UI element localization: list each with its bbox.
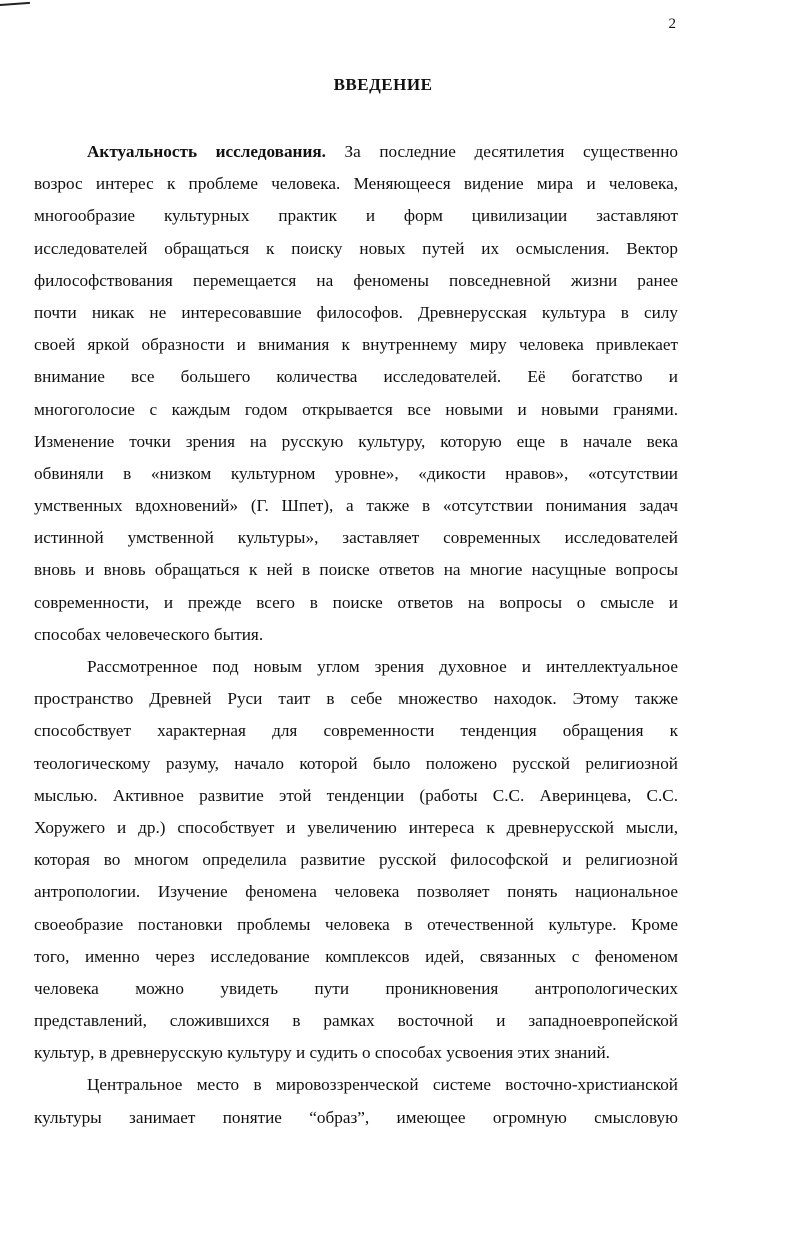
document-body xyxy=(34,136,678,1134)
paragraph-2-line: Хоружего и др.) способствует и увеличению интереса к древнерусской мысли, xyxy=(34,817,678,837)
paragraph-1-line-1-text: За последние десятилетия существенно xyxy=(325,142,679,161)
paragraph-lead: Актуальность исследования. xyxy=(87,142,326,161)
paragraph-1-line: своей яркой образности и внимания к внутреннему миру человека привлекает xyxy=(34,335,678,355)
paragraph-1-line-1 xyxy=(34,136,678,168)
paragraph-2-line: того, именно через исследование комплексов идей, связанных с феноменом xyxy=(34,946,678,966)
paragraph-2-line: культур, в древнерусскую культуру и судить о способах усвоения этих знаний. xyxy=(34,1043,610,1063)
paragraph-2-line: способствует характерная для современности тенденция обращения к xyxy=(34,721,678,741)
paragraph-1-line: философствования перемещается на феномены повседневной жизни ранее xyxy=(34,270,678,290)
page-number: 2 xyxy=(668,16,676,32)
paragraph-1-line: вновь и вновь обращаться к ней в поиске ответов на многие насущные вопросы xyxy=(34,560,678,580)
paragraph-1-line: умственных вдохновений» (Г. Шпет), а также в «отсутствии понимания задач xyxy=(34,496,678,516)
paragraph-2-line: пространство Древней Руси таит в себе множество находок. Этому также xyxy=(34,689,678,709)
paragraph-1-line: способах человеческого бытия. xyxy=(34,624,264,644)
paragraph-2-line: Рассмотренное под новым углом зрения духовное и интеллектуальное xyxy=(87,657,678,676)
paragraph-1-line: возрос интерес к проблеме человека. Меняющееся видение мира и человека, xyxy=(34,174,678,194)
paragraph-1-line: Изменение точки зрения на русскую культуру, которую еще в начале века xyxy=(34,431,678,451)
paragraph-2-line: мыслью. Активное развитие этой тенденции (работы С.С. Аверинцева, С.С. xyxy=(34,785,678,805)
paragraph-2-line: которая во многом определила развитие русской философской и религиозной xyxy=(34,850,678,870)
paragraph-3-line: культуры занимает понятие “образ”, имеющее огромную смысловую xyxy=(34,1107,678,1127)
page-title: ВВЕДЕНИЕ xyxy=(333,75,433,94)
paragraph-1-line: истинной умственной культуры», заставляет современных исследователей xyxy=(34,528,678,548)
paragraph-2-line: антропологии. Изучение феномена человека позволяет понять национальное xyxy=(34,882,678,902)
paragraph-1-line: многоголосие с каждым годом открывается все новыми и новыми гранями. xyxy=(34,399,678,419)
paragraph-2-line: своеобразие постановки проблемы человека в отечественной культуре. Кроме xyxy=(34,914,678,934)
paragraph-1-line: исследователей обращаться к поиску новых путей их осмысления. Вектор xyxy=(34,238,678,258)
paragraph-2-line: человека можно увидеть пути проникновения антропологических xyxy=(34,978,678,998)
scan-mark xyxy=(0,2,30,6)
paragraph-1-line: многообразие культурных практик и форм цивилизации заставляют xyxy=(34,206,678,226)
paragraph-1-line: почти никак не интересовавшие философов. Древнерусская культура в силу xyxy=(34,302,678,322)
paragraph-2-line: представлений, сложившихся в рамках восточной и западноевропейской xyxy=(34,1011,678,1031)
paragraph-1-line: современности, и прежде всего в поиске ответов на вопросы о смысле и xyxy=(34,592,678,612)
paragraph-2-line: теологическому разуму, начало которой было положено русской религиозной xyxy=(34,753,678,773)
paragraph-1-line: внимание все большего количества исследователей. Её богатство и xyxy=(34,367,678,387)
paragraph-1-line: обвиняли в «низком культурном уровне», «дикости нравов», «отсутствии xyxy=(34,463,678,483)
paragraph-3-line: Центральное место в мировоззренческой системе восточно-христианской xyxy=(87,1075,678,1095)
